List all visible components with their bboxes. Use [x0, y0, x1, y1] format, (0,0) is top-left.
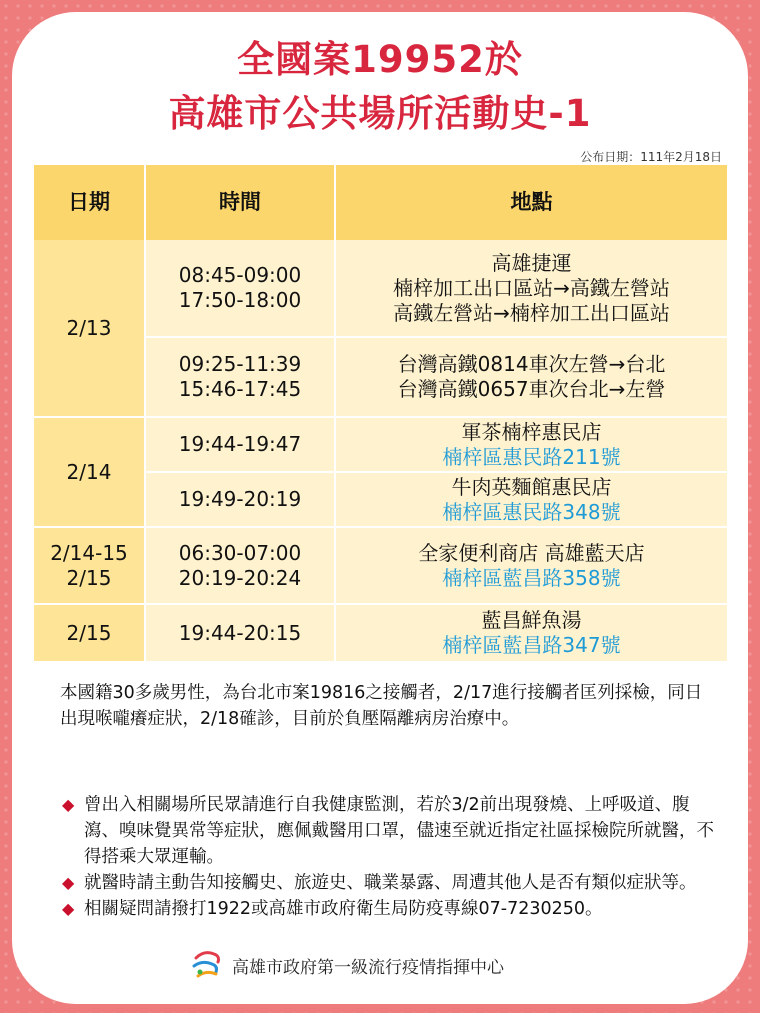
place-cell [335, 472, 727, 527]
table-row [34, 527, 727, 604]
title-line-2: 高雄市公共場所活動史-1 [168, 92, 592, 135]
date-cell [34, 527, 145, 604]
publish-date: 公布日期：111年2月18日 [580, 150, 722, 164]
place-text: 高雄捷運 [491, 250, 572, 275]
address-text: 楠梓區藍昌路347號 [442, 633, 621, 657]
time-cell [145, 337, 335, 417]
kaohsiung-logo-icon [190, 948, 226, 982]
list-item [62, 870, 722, 896]
list-item [62, 792, 722, 870]
time-cell [145, 527, 335, 604]
list-item [62, 896, 722, 922]
place-text: 牛肉英麵館惠民店 [451, 474, 612, 499]
time-text: 20:19-20:24 [178, 565, 302, 590]
date-cell: 2/14 [34, 417, 145, 527]
place-text: 藍昌鮮魚湯 [481, 608, 582, 632]
diamond-bullet-icon: ◆ [62, 899, 75, 918]
bullet-text: 相關疑問請撥打1922或高雄市政府衛生局防疫專線07-7230250。 [84, 899, 603, 919]
table-row [34, 240, 727, 337]
table-row [34, 417, 727, 472]
time-cell [145, 472, 335, 527]
date-cell: 2/13 [34, 240, 145, 417]
title-line-1: 全國案19952於 [237, 38, 523, 81]
activity-table [34, 165, 727, 661]
case-description: 本國籍30多歲男性，為台北市案19816之接觸者，2/17進行接觸者匡列採檢，同日出現喉嚨癢症狀，2/18確診，目前於負壓隔離病房治療中。 [60, 683, 703, 729]
place-text: 軍茶楠梓惠民店 [461, 419, 602, 444]
place-text: 楠梓加工出口區站→高鐵左營站 [393, 275, 670, 300]
place-text: 台灣高鐵0814車次左營→台北 [397, 352, 666, 376]
address-text: 楠梓區惠民路211號 [442, 444, 621, 469]
diamond-bullet-icon: ◆ [62, 795, 75, 814]
time-text: 06:30-07:00 [178, 540, 302, 565]
place-cell [335, 240, 727, 337]
time-cell [145, 240, 335, 337]
footer [190, 948, 504, 982]
place-cell [335, 417, 727, 472]
place-cell [335, 604, 727, 661]
time-cell [145, 604, 335, 661]
time-cell [145, 417, 335, 472]
diamond-bullet-icon: ◆ [62, 873, 75, 892]
address-text: 楠梓區惠民路348號 [442, 499, 621, 524]
place-cell [335, 527, 727, 604]
time-text: 08:45-09:00 [178, 263, 302, 287]
time-text: 09:25-11:39 [178, 352, 302, 376]
time-text: 17:50-18:00 [178, 288, 302, 312]
time-text: 19:49-20:19 [178, 487, 302, 511]
place-text: 全家便利商店 高雄藍天店 [418, 540, 645, 565]
bullet-text: 曾出入相關場所民眾請進行自我健康監測，若於3/2前出現發燒、上呼吸道、腹瀉、嗅味覺異常等症狀，應佩戴醫用口罩，儘速至就近指定社區採檢院所就醫，不得搭乘大眾運輸。 [84, 795, 714, 867]
header-date: 日期 [34, 165, 145, 240]
table-row [34, 604, 727, 661]
table-header-row [34, 165, 727, 240]
footer-org-name: 高雄市政府第一級流行疫情指揮中心 [232, 957, 504, 978]
advisory-list [62, 792, 722, 922]
time-text: 15:46-17:45 [178, 377, 302, 401]
time-text: 19:44-19:47 [178, 432, 302, 456]
place-cell [335, 337, 727, 417]
place-text: 台灣高鐵0657車次台北→左營 [397, 377, 666, 401]
address-text: 楠梓區藍昌路358號 [442, 565, 621, 590]
place-text: 高鐵左營站→楠梓加工出口區站 [393, 300, 670, 325]
time-text: 19:44-20:15 [178, 620, 302, 645]
date-cell: 2/15 [34, 604, 145, 661]
date-text: 2/14-15 2/15 [50, 540, 128, 590]
header-place: 地點 [335, 165, 727, 240]
bullet-text: 就醫時請主動告知接觸史、旅遊史、職業暴露、周遭其他人是否有類似症狀等。 [84, 873, 697, 893]
header-time: 時間 [145, 165, 335, 240]
